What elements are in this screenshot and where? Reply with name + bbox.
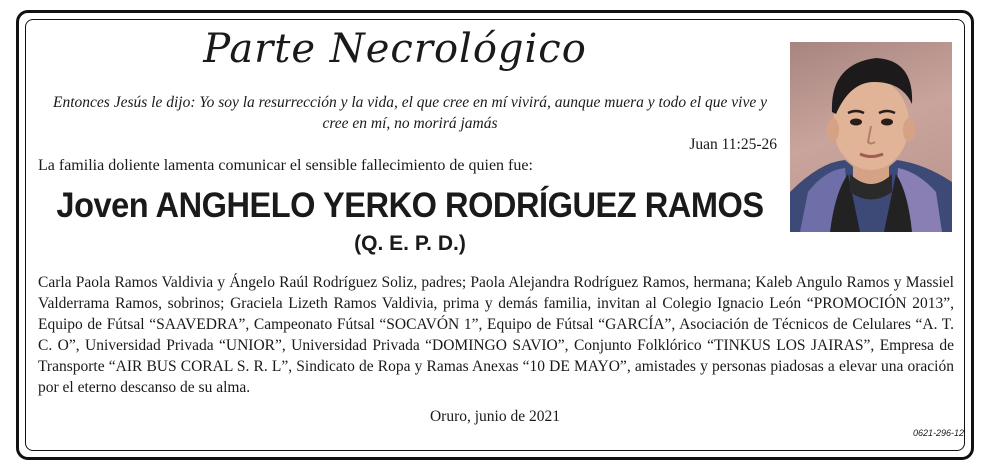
verse-reference: Juan 11:25-26 <box>689 136 777 153</box>
place-date: Oruro, junio de 2021 <box>429 408 560 425</box>
bible-verse: Entonces Jesús le dijo: Yo soy la resurrección y la vida, el que cree en mí vivirá, aunque muera y todo el que vive y cree en mí, no morirá jamás <box>53 94 767 132</box>
deceased-photo <box>790 42 952 232</box>
portrait-image <box>790 42 952 232</box>
intro-text: La familia doliente lamenta comunicar el sensible fallecimiento de quien fue: <box>38 157 533 174</box>
qepd-label: (Q. E. P. D.) <box>354 232 466 255</box>
notice-title: Parte Necrológico <box>203 26 587 72</box>
family-invitation-text: Carla Paola Ramos Valdivia y Ángelo Raúl Rodríguez Soliz, padres; Paola Alejandra Rodríguez Ramos, hermana; Kaleb Angulo Ramos y Massiel Valderrama Ramos, sobrinos; Graciela Lizeth Ramos Valdivia, prima y demás familia, invitan al Colegio Ignacio León “PROMOCIÓN 2013”, Equipo de Fútsal “SAAVEDRA”, Campeonato Fútsal “SOCAVÓN 1”, Equipo de Fútsal “GARCÍA”, Asociación de Técnicos de Celulares “A. T. C. O”, Universidad Privada “UNIOR”, Universidad Privada “DOMINGO SAVIO”, Conjunto Folklórico “TINKUS LOS JAIRAS”, Empresa de Transporte “AIR BUS CORAL S. R. L”, Sindicato de Ropa y Ramas Anexas “10 DE MAYO”, amistades y personas piadosas a elevar una oración por el eterno descanso de su alma. <box>38 274 954 396</box>
deceased-name: Joven ANGHELO YERKO RODRÍGUEZ RAMOS <box>56 186 764 225</box>
notice-code: 0621-296-12 <box>912 428 964 438</box>
